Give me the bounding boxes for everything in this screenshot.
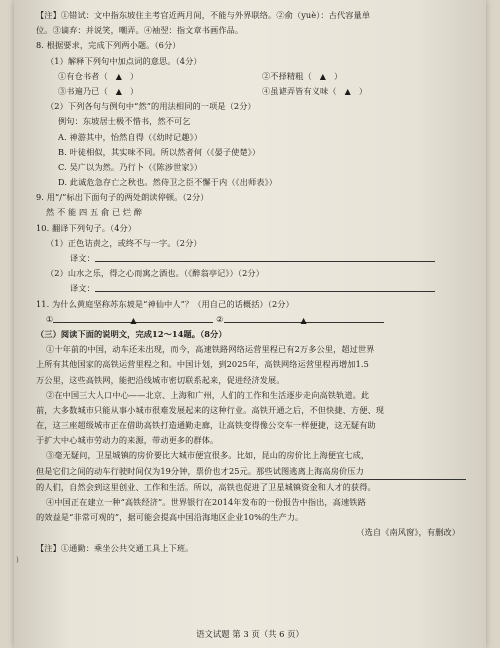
passage-p3-line-1: ③毫无疑问，卫星城镇的房价要比大城市便宜很多。比如，昆山的房价比上海便宜七成， [46, 450, 370, 461]
answer-triangle-icon: ▲ [344, 86, 351, 96]
question-10: 10. 翻译下列句子。（4分） [36, 222, 137, 233]
q8-item-4: ④虽谑弄皆有义味（ [262, 85, 337, 96]
passage-p2-line-4: 于扩大中心城市劳动力的来源，带动更多的群体。 [36, 435, 219, 446]
q8-row-1: ①有仓书者（ ▲ ） ②不择精粗（ ▲ ） [36, 69, 466, 84]
translation-label: 译文： [70, 283, 95, 294]
page-footer: 语文试题 第 3 页（共 6 页） [196, 629, 304, 639]
passage-p1-line-2: 上所有其他国家的高铁运营里程之和。中国计划，到2025年，高铁网络运营里程再增加1.5 [36, 359, 369, 370]
passage-p2-line-2: 前，大多数城市只能从事小城市很难发展起来的这种行业。高铁开通之后，不但快捷、方便、现 [36, 404, 385, 415]
passage-p2-line-1: ②在中国三大人口中心——北京、上海和广州，人们的工作和生活逐步走向高铁轨道。此 [46, 389, 370, 400]
answer-triangle-icon: ▲ [115, 86, 122, 96]
passage-note: 【注】①通勤：乘坐公共交通工具上下班。 [36, 542, 194, 553]
passage-p4-line-2: 的效益是“非常可观的”，据可能会提高中国沿海地区企业10%的生产力。 [36, 512, 304, 523]
q8-item-2: ②不择精粗（ [262, 70, 312, 81]
answer-triangle-icon: ▲ [130, 315, 137, 325]
page-content [36, 8, 466, 556]
example-sentence: 例句：东坡居士极不惜书，然不可乞 [58, 116, 191, 127]
q8-item-3: ③书遍乃已（ [58, 85, 108, 96]
question-8: 8. 根据要求，完成下列两小题。（6分） [36, 40, 181, 51]
q8-item-1: ①有仓书者（ [58, 70, 108, 81]
question-8-1: （1）解释下列句中加点词的意思。（4分） [46, 55, 202, 66]
passage-p3-line-3: 的人们，自然会到这里创业、工作和生活。所以，高铁也促进了卫星城镇资金和人才的获得。 [36, 481, 376, 492]
answer-blank [53, 313, 213, 323]
answer-num-2: ② [216, 313, 224, 324]
note-line-1: 【注】①错试：文中指东坡住主考官近两月间，不能与外界联络。②俞（yuè）：古代容量单 [36, 10, 371, 20]
exam-page [14, 0, 486, 648]
answer-blank [95, 252, 435, 262]
answer-triangle-icon: ▲ [115, 71, 122, 81]
question-11-answers [36, 312, 466, 327]
section-3-heading: （三）阅读下面的说明文，完成12～14题。（8分） [36, 328, 227, 339]
answer-blank [224, 313, 384, 323]
question-10-1: （1）正色诘责之，或终不与一字。（2分） [46, 237, 202, 248]
option-d: D. 此诚危急存亡之秋也。然侍卫之臣不懈于内（《出师表》） [58, 177, 278, 188]
translation-line-1 [36, 251, 466, 266]
passage-p2-line-3: 在，这三座超级城市正在借助高铁打造通勤走廊，让高铁变得像公交车一样便捷，这无疑有助 [36, 420, 376, 431]
question-9: 9. 用“/”标出下面句子的两处朗读停顿。（2分） [36, 192, 209, 203]
answer-num-1: ① [46, 313, 54, 324]
answer-blank [95, 282, 435, 292]
question-9-sentence: 然 不 能 四 五 俞 已 烂 醉 [46, 207, 143, 218]
answer-triangle-icon: ▲ [300, 315, 307, 325]
answer-triangle-icon: ▲ [319, 71, 326, 81]
option-b: B. 叶徒相似，其实味不同。所以然者何（《晏子使楚》） [58, 146, 261, 157]
margin-mark: ) [16, 556, 19, 564]
translation-label: 译文： [70, 253, 95, 263]
q8-row-2: ③书遍乃已（ ▲ ） ④虽谑弄皆有义味（ ▲ ） [36, 84, 466, 99]
question-8-2: （2）下列各句与例句中“然”的用法相同的一项是（2分） [46, 101, 256, 112]
note-line-2: 位。③谪弃：并说笑，嘲弄。④袖翌：指文章书画作品。 [36, 25, 244, 36]
passage-p4-line-1: ④中国正在建立一种“高铁经济”。世界银行在2014年发布的一份报告中指出，高速铁路 [46, 497, 366, 507]
passage-p3-line-2: 但是它们之间的动车行驶时间仅为19分钟，票价也才25元。那些试图逃离上海高房价压力 [36, 464, 466, 480]
passage-p1-line-1: ①十年前的中国，动车还未出现，而今，高速铁路网络运营里程已有2万多公里，超过世界 [46, 344, 375, 355]
option-a: A. 神游其中，怡然自得（《幼时记趣》） [58, 131, 203, 142]
passage-source: （选自《南风窗》，有删改） [356, 527, 460, 538]
option-c: C. 吴广以为然。乃行卜（《陈涉世家》） [58, 161, 203, 172]
passage-p1-line-3: 万公里，这些高铁网，能把沿线城市密切联系起来，促进经济发展。 [36, 374, 285, 385]
translation-line-2 [36, 281, 466, 296]
question-10-2: （2）山水之乐，得之心而寓之酒也。（《醉翁亭记》）（2分） [46, 268, 264, 279]
question-11: 11. 为什么黄庭坚称苏东坡是“神仙中人”？（用自己的话概括）（2分） [36, 298, 294, 309]
